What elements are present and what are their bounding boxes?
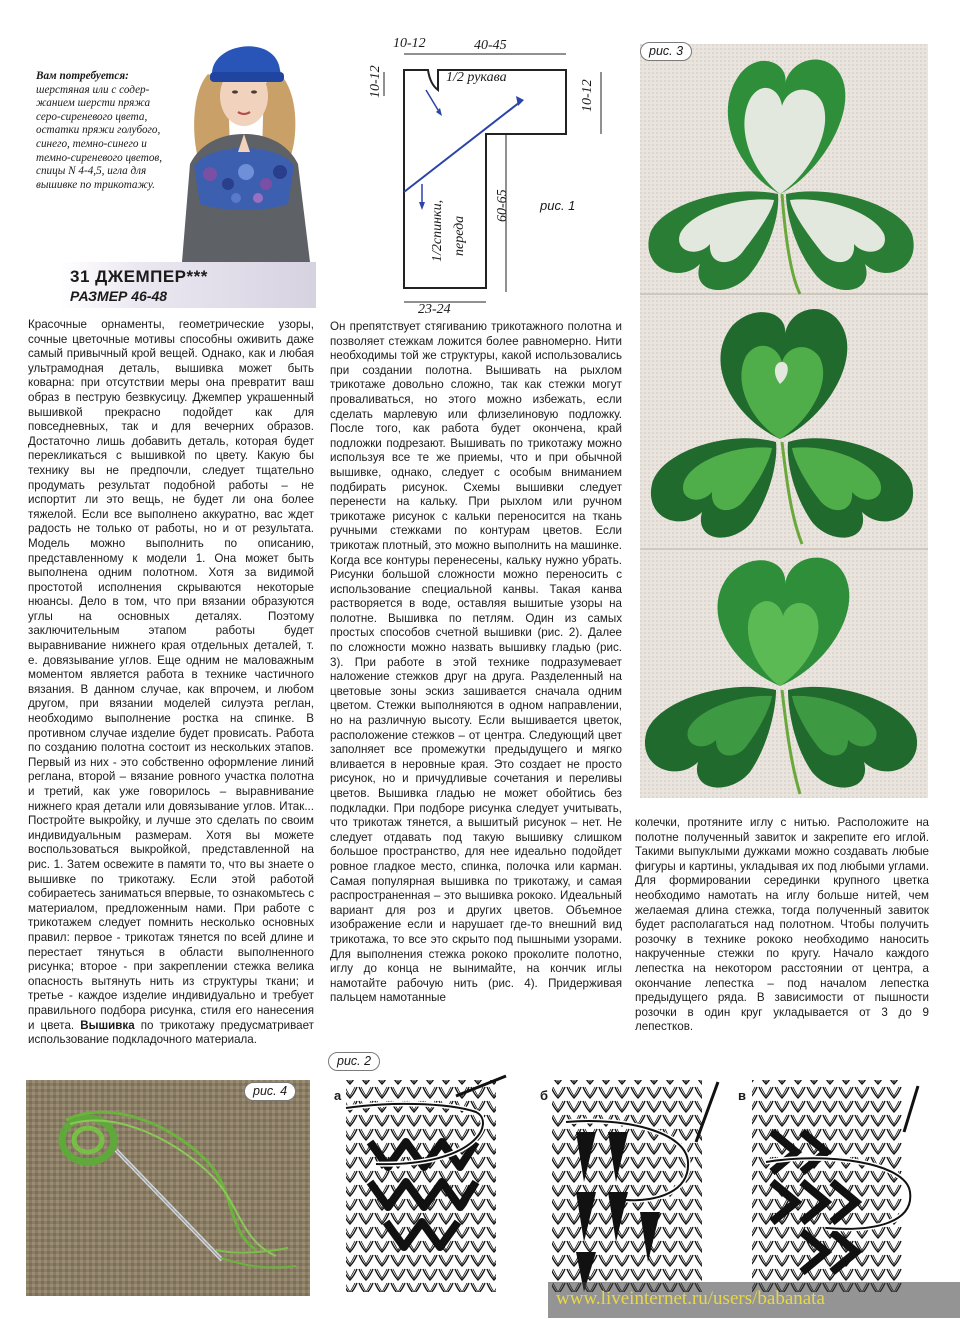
column2-text: Он препятствует стягиванию трикотажного полотна и позволяет стежкам ложится более равномерно. Нити необходимы той же структуры, какой использовались при создании полотна. Вышивать на рыхлом трикотаже довольно сложно, так как стежки могут проваливаться, но этого можно избежать, если сделать марлевую или флизелиновую подложку. После того, как работа будет окончена, край подложки подрезают. Вышивать по трикотажу можно используя все те же приемы, что и при обычной вышивке, однако, следует с особым вниманием подбирать рисунок. Схемы вышивки следует перенести на кальку. При рыхлом или ручном трикотаже рисунок с кальки переносится на ткань ручными стежками по контурам цветов. Если трикотаж плотный, это можно выполнить на машинке. Когда все контуры перенесены, кальку нужно убрать. Рисунки большой сложности можно переносить с использование специальной канвы. Такая канва растворяется в воде, оставляя вышитые узоры на полотне. Вышивка по петлям. Один из самых простых способов счетной вышивки (рис. 2). Далее по сложности можно назвать вышивку гладью (рис. 3). При работе в этой технике подразумевает наложение стежков друг на друга. Разделенный на цветовые зоны эскиз зашивается сначала одним цветом. Стежки выполняются в одном направлении, но на различную высоту. Если вышивается цветок, расположение стежков – от центра. Следующий цвет заполняет все промежутки предыдущего и мягко вливается в неровные края. Это создает не просто рисунок, но и причудливые сочетания и переливы цветов. Вышивка гладью не может обойтись без подкладки. При подборе рисунка следует учитывать, что трикотаж тянется, а вышитый рисунок – нет. Не следует отдавать под такую вышивку слишком большое пространство, для нее идеально подойдет ровное гладкое место, спинка, полочка или карман. Самая популярная вышивка по трикотажу, и самая распространенная – это вышивка рококо. Идеальный вариант для роз и других цветов. Объемное изображение если и нарушает где-то внешний вид трикотажа, то все это скрыто под пышными узорами. Для выполнения стежка рококо проколите полотно, иглу до конца не вынимайте, на кончик иглы намотайте рабочую нить (рис. 4). Придерживая пальцем намотанные <box>330 320 622 1005</box>
requirements-line: серо-сиреневого цвета, <box>36 110 148 123</box>
text-column-3 <box>635 816 929 1035</box>
fig2-sub-v: в <box>738 1088 746 1103</box>
requirements-line: спицы N 4-4,5, игла для <box>36 165 147 178</box>
dim-side-right: 10-12 <box>580 79 595 112</box>
text-column-2 <box>330 320 622 1006</box>
text-column-1 <box>28 318 314 1048</box>
fig2-sub-b: б <box>540 1088 549 1103</box>
model-photo <box>170 34 318 262</box>
model-title: 31 ДЖЕМПЕР*** <box>70 267 208 286</box>
fig2-panel-v <box>752 1080 918 1292</box>
fig4-label: рис. 4 <box>244 1082 296 1101</box>
fig3-photo <box>640 44 928 798</box>
column1-text: Красочные орнаменты, геометрические узоры, сочные цветочные мотивы способны оживить даже самый привычный крой вещей. Однако, как и любая ультрамодная деталь, вышивка может быть коварна: при отсутствии меры она превратит ваш образ в пеструю безвкусицу. Джемпер украшенный вышивкой прекрасно подойдет как для повседневных, так и для вечерних образов. Достаточно лишь добавить деталь, которая будет перекликаться с вышивкой по цвету. Какую бы технику вы не предпочли, следует тщательно продумать результат подобной работы – не испортит ли это вещь, не будет ли она более тяжелой. Если все выполнено аккуратно, вас ждет радость не только от работы, но и от результата. Модель можно выполнить по описанию, представленному к модели 1. Она может быть выполнена одним полотном. Хотя за видимой простотой исполнения скрываются некоторые нюансы. Дело в том, что при вязании образуются углы на основных деталях. Поэтому заключительным этапом работы будет выравнивание нижнего края отдельных деталей, т. е. довязывание углов. Еще одним не маловажным моментом является работа в технике частичного вязания. В данном случае, как впрочем, и любом другом, при вязании моделей силуэта реглан, необходимо выполнение ростка на спинке. В противном случае изделие будет провисать. Работа по созданию полотна состоит из нескольких этапов. Первый из них - это собственно оформление линий реглана, второй – вязание ровного участка полотна и третий, как уже говорилось – выравнивание нижнего края детали или довязывание углов. Итак... Постройте выкройку, и лучше это сделать по своим индивидуальным размерам. Хотя вы можете воспользоваться выкройкой, представленной на рис. 1. Затем освежите в памяти то, что вы знаете о вышивке по трикотажу. Если этой работой собираетесь заниматься впервые, то ознакомьтесь с материалом, предложенным нами. При работе с трикотажем следует помнить несколько основных правил: первое - трикотаж тянется по всей длине и перестает тянуться в области выполненного рисунка; второе - при закреплении стежка велика опасность вытянуть нить из структуры ткани; и третье - каждое изделие индивидуально и требует правильного подбора рисунка, стиля его нанесения и цвета. <box>28 318 314 1032</box>
column1-tail: по трикотажу предусматривает использование подкладочного материала. <box>28 1018 314 1047</box>
column3-text: колечки, протяните иглу с нитью. Расположите на полотне полученный завиток и закрепите его иглой. Такими выпуклыми дужками можно создавать любые фигуры и картины, укладывая их под любыми углами. Для формировании серединки крупного цветка необходимо намотать на иглу больше нитей, чем желаемая длина стежка, тогда полученный завиток будет располагаться над полотном. Чтобы получить розочку в технике рококо необходимо наносить накрученные стежки по кругу. Начало каждого лепестка на некотором расстоянии от центра, а окончание лепестка – под началом лепестка предыдущего ряда. В зависимости от пышности розочки в один круг укладывается от 3 до 9 лепестков. <box>635 816 929 1034</box>
fig1-label: рис. 1 <box>540 198 576 213</box>
requirements-line: шерстяная или с содер- <box>36 83 150 96</box>
column1-bold: Вышивка <box>80 1018 135 1032</box>
requirements-line: синего, темно-синего и <box>36 137 147 150</box>
fig4-photo <box>26 1080 310 1296</box>
sleeve-label: 1/2 рукава <box>446 70 507 85</box>
fig3-label: рис. 3 <box>640 42 692 61</box>
watermark-text: www.liveinternet.ru/users/babanata <box>556 1288 825 1309</box>
body-label-1: 1/2спинки, <box>430 199 445 262</box>
requirements-line: остатки пряжи голубого, <box>36 124 161 137</box>
dim-side-left: 10-12 <box>368 65 383 98</box>
dim-top-right: 40-45 <box>474 38 507 53</box>
requirements-line: темно-сиреневого цветов, <box>36 151 163 164</box>
fig2-sub-a: а <box>334 1088 342 1103</box>
body-label-2: переда <box>452 215 467 256</box>
dim-bottom: 23-24 <box>418 302 451 317</box>
requirements-label: Вам потребуется: <box>36 70 129 82</box>
fig2-diagrams <box>326 1072 930 1298</box>
fig2-label: рис. 2 <box>328 1052 380 1071</box>
dim-height: 60-65 <box>495 189 510 222</box>
fig2-panel-a <box>346 1076 506 1292</box>
dim-top-left: 10-12 <box>393 36 426 51</box>
fig2-panel-b <box>552 1080 718 1292</box>
requirements-line: жанием шерсти пряжа <box>36 97 151 110</box>
requirements-block <box>36 70 186 192</box>
requirements-line: вышивке по трикотажу. <box>36 178 155 191</box>
model-size: РАЗМЕР 46-48 <box>70 288 168 304</box>
